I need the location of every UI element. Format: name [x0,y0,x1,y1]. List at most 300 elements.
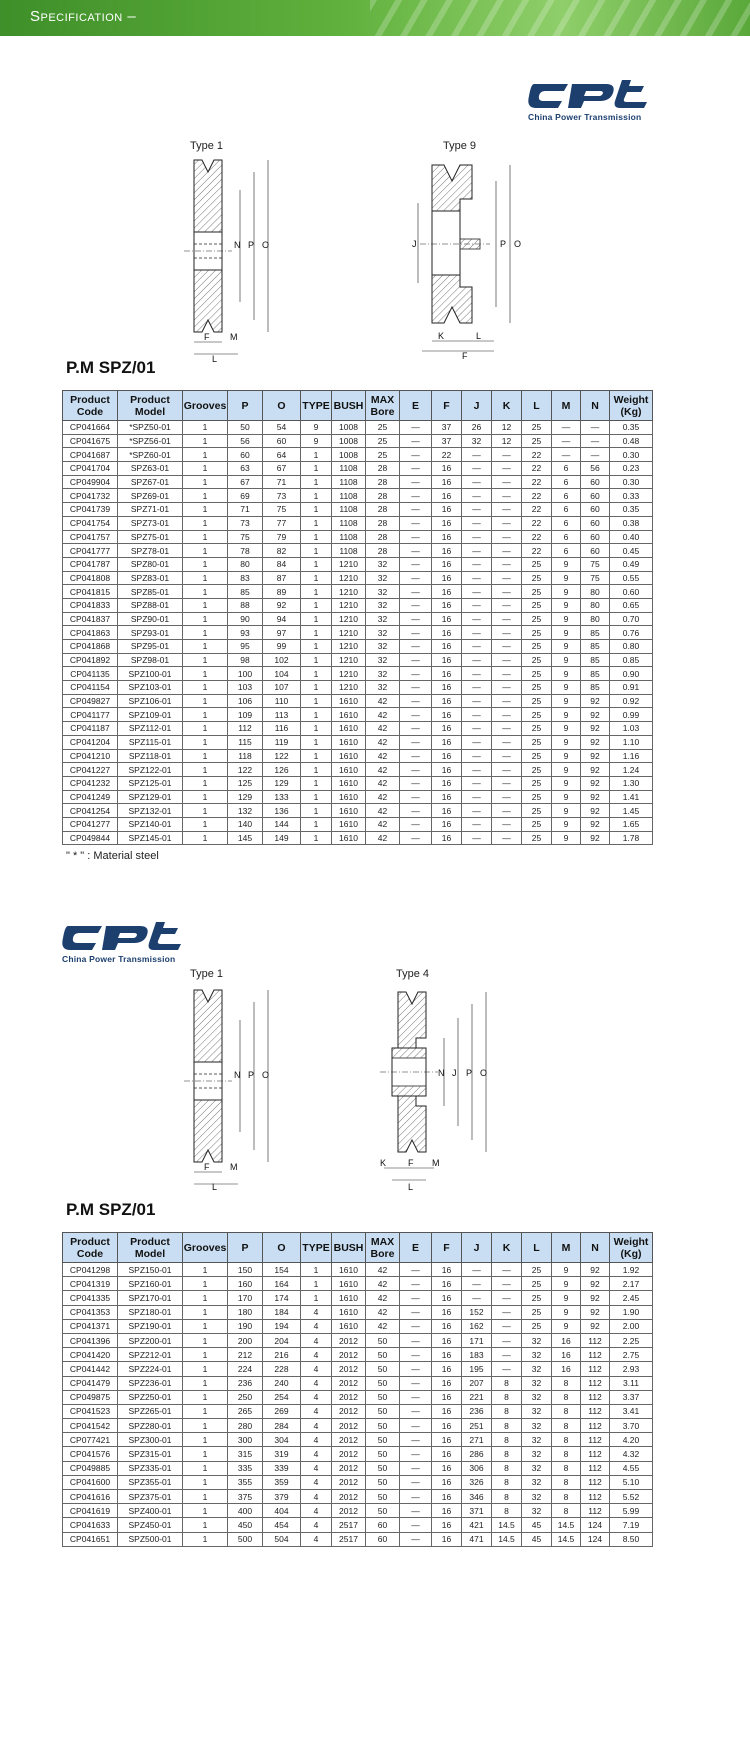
table-cell: — [492,598,522,612]
table-cell: 25 [522,1263,552,1277]
table-cell: 1 [183,1461,228,1475]
table-cell: 32 [366,585,400,599]
table-cell: 60 [581,530,610,544]
table-cell: CP049827 [63,694,118,708]
table-cell: 16 [432,667,462,681]
table-cell: 92 [581,694,610,708]
table-cell: 25 [522,694,552,708]
table-cell: 42 [366,763,400,777]
table-cell: SPZ450-01 [118,1518,183,1532]
table-row [63,462,653,476]
table-cell: 16 [432,557,462,571]
table-row [63,612,653,626]
table-cell: 25 [522,1277,552,1291]
svg-text:P: P [248,1070,255,1080]
table-cell: 42 [366,1305,400,1319]
table-cell: 25 [522,831,552,845]
table-cell: 2012 [332,1419,366,1433]
column-header: N [581,1233,610,1263]
table-row [63,1348,653,1362]
table-cell: 16 [552,1348,581,1362]
table-cell: — [492,681,522,695]
table-cell: — [462,612,492,626]
table-row [63,790,653,804]
table-cell: 4 [301,1419,332,1433]
table-cell: 16 [432,831,462,845]
table-cell: 42 [366,776,400,790]
table-cell: 9 [552,1291,581,1305]
table-cell: CP041254 [63,804,118,818]
table-cell: CP041619 [63,1504,118,1518]
table-cell: 71 [228,503,263,517]
table-cell: CP041442 [63,1362,118,1376]
table-cell: — [400,1475,432,1489]
table-row [63,585,653,599]
table-cell: 16 [432,1518,462,1532]
table-cell: 16 [432,1419,462,1433]
column-header: E [400,391,432,421]
column-header: F [432,391,462,421]
table-cell: 1 [183,1532,228,1546]
table-cell: CP041135 [63,667,118,681]
table-cell: CP041808 [63,571,118,585]
table-cell: CP041420 [63,1348,118,1362]
table-cell: 93 [228,626,263,640]
column-header: Weight (Kg) [610,1233,653,1263]
table-cell: *SPZ56-01 [118,434,183,448]
table-cell: 25 [522,585,552,599]
table-cell: — [462,653,492,667]
table-cell: 450 [228,1518,263,1532]
table-cell: 4.55 [610,1461,653,1475]
svg-text:F: F [204,332,210,342]
table-cell: 122 [263,749,301,763]
table-cell: 60 [366,1532,400,1546]
table-cell: 1610 [332,1305,366,1319]
table-cell: — [462,790,492,804]
table-cell: 112 [581,1376,610,1390]
svg-text:K: K [380,1158,387,1168]
table-cell: 85 [228,585,263,599]
table-cell: 16 [432,626,462,640]
table-cell: 9 [552,640,581,654]
table-cell: 0.76 [610,626,653,640]
table-cell: 129 [228,790,263,804]
table-cell: SPZ67-01 [118,475,183,489]
table-cell: 1 [183,653,228,667]
table-cell: SPZ265-01 [118,1404,183,1418]
table-cell: 0.35 [610,421,653,435]
table-cell: 16 [432,1504,462,1518]
table-cell: 1.10 [610,735,653,749]
table-cell: 184 [263,1305,301,1319]
table-cell: 32 [522,1447,552,1461]
table-row [63,694,653,708]
table-cell: 2012 [332,1333,366,1347]
table-cell: 1 [183,530,228,544]
table-cell: 16 [432,598,462,612]
table-cell: — [462,544,492,558]
table-cell: 2012 [332,1490,366,1504]
table-cell: 9 [552,722,581,736]
table-cell: *SPZ50-01 [118,421,183,435]
table-cell: 1.16 [610,749,653,763]
table-cell: 1 [301,653,332,667]
cpt-logo [528,80,652,122]
table-row [63,735,653,749]
table-cell: — [462,735,492,749]
table-row [63,667,653,681]
table-cell: SPZ63-01 [118,462,183,476]
table-cell: — [462,557,492,571]
table-cell: 50 [366,1333,400,1347]
svg-text:O: O [262,240,270,250]
table-cell: 8 [492,1461,522,1475]
table-cell: CP041177 [63,708,118,722]
table-cell: — [400,503,432,517]
table-cell: CP041227 [63,763,118,777]
table-cell: 60 [366,1518,400,1532]
material-footnote: " * " : Material steel [66,850,159,862]
table-cell: 25 [522,653,552,667]
table-cell: 2012 [332,1433,366,1447]
table-cell: 1 [301,626,332,640]
table-cell: 42 [366,694,400,708]
table-cell: SPZ106-01 [118,694,183,708]
table-cell: 1610 [332,1291,366,1305]
table-cell: 14.5 [552,1518,581,1532]
svg-text:O: O [514,239,522,249]
table-cell: 25 [522,763,552,777]
table-cell: 2012 [332,1447,366,1461]
table-cell: 200 [228,1333,263,1347]
table-cell: 5.10 [610,1475,653,1489]
table-cell: SPZ315-01 [118,1447,183,1461]
table-cell: SPZ125-01 [118,776,183,790]
table-cell: 1610 [332,735,366,749]
table-cell: 82 [263,544,301,558]
table-cell: 4 [301,1390,332,1404]
table-cell: — [400,489,432,503]
table-cell: — [400,1362,432,1376]
table-cell: — [400,653,432,667]
table-cell: 1.41 [610,790,653,804]
table-cell: 152 [462,1305,492,1319]
table-cell: CP049885 [63,1461,118,1475]
table-cell: 32 [462,434,492,448]
table-cell: 2012 [332,1475,366,1489]
table-cell: 4 [301,1348,332,1362]
table-cell: 174 [263,1291,301,1305]
table-cell: — [552,434,581,448]
table-cell: 2517 [332,1518,366,1532]
table-row [63,1390,653,1404]
table-cell: 104 [263,667,301,681]
table-cell: — [492,1333,522,1347]
table-cell: 5.99 [610,1504,653,1518]
table-cell: 129 [263,776,301,790]
table-cell: CP041210 [63,749,118,763]
table-cell: CP041754 [63,516,118,530]
table-cell: 2.00 [610,1319,653,1333]
column-header: K [492,1233,522,1263]
table-cell: SPZ160-01 [118,1277,183,1291]
table-cell: 2012 [332,1461,366,1475]
table-cell: 1 [301,749,332,763]
column-header: TYPE [301,1233,332,1263]
table-cell: 92 [263,598,301,612]
table-cell: 75 [228,530,263,544]
table-cell: 1 [183,598,228,612]
table-row [63,557,653,571]
table-cell: — [400,1447,432,1461]
table-cell: 32 [522,1376,552,1390]
type-4-drawing [376,982,506,1192]
table-cell: 8 [552,1447,581,1461]
table-cell: 90 [228,612,263,626]
table-cell: 95 [228,640,263,654]
table-row [63,1376,653,1390]
table-cell: 50 [366,1490,400,1504]
table-cell: 85 [581,667,610,681]
table-cell: 42 [366,1319,400,1333]
table-cell: 1 [301,708,332,722]
table-cell: 4.20 [610,1433,653,1447]
table-cell: 8.50 [610,1532,653,1546]
table-cell: — [400,763,432,777]
table-cell: 25 [522,626,552,640]
table-cell: 0.30 [610,448,653,462]
column-header: Product Model [118,391,183,421]
table-cell: 6 [552,489,581,503]
table-cell: 1 [183,667,228,681]
table-cell: 94 [263,612,301,626]
table-cell: 25 [522,557,552,571]
table-cell: 195 [462,1362,492,1376]
table-cell: CP041757 [63,530,118,544]
table-cell: — [400,640,432,654]
table-cell: — [400,598,432,612]
table-cell: 1 [183,1447,228,1461]
table-cell: 2012 [332,1362,366,1376]
table-cell: 32 [522,1362,552,1376]
table-cell: 240 [263,1376,301,1390]
column-header: E [400,1233,432,1263]
table-row [63,489,653,503]
table-cell: 87 [263,571,301,585]
table-cell: 149 [263,831,301,845]
table-cell: 12 [492,434,522,448]
table-cell: — [400,817,432,831]
svg-text:J: J [412,239,417,249]
table-cell: 42 [366,708,400,722]
table-cell: 16 [432,1390,462,1404]
table-cell: CP041232 [63,776,118,790]
table-cell: 221 [462,1390,492,1404]
table-cell: — [400,1348,432,1362]
table-cell: — [492,694,522,708]
table-cell: — [462,640,492,654]
table-cell: 9 [552,804,581,818]
table-cell: 8 [552,1504,581,1518]
table-cell: 25 [522,681,552,695]
table-cell: 4 [301,1447,332,1461]
table-cell: 25 [366,421,400,435]
table-cell: 45 [522,1518,552,1532]
table-cell: 92 [581,817,610,831]
table-cell: 85 [581,640,610,654]
table-cell: 1 [183,722,228,736]
table-cell: 9 [552,598,581,612]
table-cell: 4 [301,1475,332,1489]
table-cell: 1008 [332,448,366,462]
table-cell: 112 [581,1362,610,1376]
table-cell: CP041837 [63,612,118,626]
table-cell: — [400,462,432,476]
table-cell: 0.80 [610,640,653,654]
table-cell: — [400,667,432,681]
table-cell: 32 [366,571,400,585]
table-cell: — [552,448,581,462]
table-cell: 1.24 [610,763,653,777]
table-cell: CP041187 [63,722,118,736]
type-1-drawing-2 [180,980,280,1190]
table-cell: — [492,640,522,654]
table-cell: SPZ85-01 [118,585,183,599]
table-cell: — [462,749,492,763]
table-row [63,1433,653,1447]
table-cell: 1 [301,640,332,654]
table-cell: — [400,1518,432,1532]
table-cell: 1 [183,1362,228,1376]
table-cell: 1 [301,790,332,804]
table-cell: CP041479 [63,1376,118,1390]
table-cell: 92 [581,776,610,790]
table-cell: 32 [366,653,400,667]
table-cell: 92 [581,804,610,818]
table-cell: — [400,1504,432,1518]
table-cell: 6 [552,530,581,544]
table-row [63,763,653,777]
table-cell: 75 [581,571,610,585]
table-cell: 2012 [332,1348,366,1362]
table-cell: 421 [462,1518,492,1532]
type-1-label-2: Type 1 [190,968,224,980]
table-cell: — [492,557,522,571]
table-cell: — [400,749,432,763]
table-cell: 50 [366,1504,400,1518]
table-cell: 63 [228,462,263,476]
table-cell: 16 [432,544,462,558]
table-cell: 160 [228,1277,263,1291]
table-cell: 50 [366,1348,400,1362]
table-cell: 16 [432,1433,462,1447]
table-cell: — [400,626,432,640]
table-cell: 112 [581,1348,610,1362]
table-row [63,1333,653,1347]
table-cell: — [462,462,492,476]
cpt-logo-mark-2 [62,922,186,954]
table-cell: 8 [492,1490,522,1504]
table-cell: 8 [492,1433,522,1447]
table-cell: 42 [366,749,400,763]
table-cell: 50 [366,1419,400,1433]
table-cell: 16 [432,475,462,489]
table-cell: 280 [228,1419,263,1433]
table-cell: SPZ90-01 [118,612,183,626]
table-cell: 28 [366,503,400,517]
type-1-drawing [180,150,280,362]
table-cell: 4 [301,1461,332,1475]
table-row [63,503,653,517]
table-cell: 132 [228,804,263,818]
table-cell: 6 [552,475,581,489]
table-cell: 16 [432,1291,462,1305]
column-header: J [462,1233,492,1263]
svg-text:N: N [234,1070,241,1080]
table-cell: 100 [228,667,263,681]
table-cell: 8 [492,1504,522,1518]
table-cell: 1 [301,516,332,530]
table-cell: 504 [263,1532,301,1546]
table-cell: 16 [432,1348,462,1362]
table-cell: 0.35 [610,503,653,517]
table-cell: 2.17 [610,1277,653,1291]
table-cell: 9 [552,1319,581,1333]
table-cell: 112 [228,722,263,736]
table-cell: 4 [301,1376,332,1390]
table-cell: — [400,585,432,599]
table-cell: 8 [492,1475,522,1489]
table-row [63,776,653,790]
table-cell: 67 [263,462,301,476]
table-cell: 42 [366,1263,400,1277]
table-cell: 300 [228,1433,263,1447]
table-cell: SPZ115-01 [118,735,183,749]
table-cell: CP041353 [63,1305,118,1319]
column-header: F [432,1233,462,1263]
table-cell: 124 [581,1532,610,1546]
table-row [63,1263,653,1277]
table-cell: 207 [462,1376,492,1390]
table-cell: 339 [263,1461,301,1475]
table-cell: CP041815 [63,585,118,599]
table-cell: 0.33 [610,489,653,503]
table-cell: — [400,557,432,571]
column-header: J [462,391,492,421]
table-cell: 1108 [332,489,366,503]
table-cell: 8 [492,1390,522,1404]
table-cell: — [492,653,522,667]
table-cell: 92 [581,708,610,722]
table-cell: 1 [183,1518,228,1532]
table-cell: 9 [552,612,581,626]
table-cell: 1210 [332,557,366,571]
table-cell: 12 [492,421,522,435]
table-cell: 1 [301,763,332,777]
table-cell: 112 [581,1447,610,1461]
svg-text:N: N [234,240,241,250]
table-cell: 1.30 [610,776,653,790]
table-cell: 16 [552,1362,581,1376]
table-row [63,749,653,763]
table-row [63,640,653,654]
table-cell: — [400,1376,432,1390]
column-header: BUSH [332,1233,366,1263]
table-cell: 1 [301,776,332,790]
table-cell: 1 [183,1433,228,1447]
table-cell: 25 [522,708,552,722]
